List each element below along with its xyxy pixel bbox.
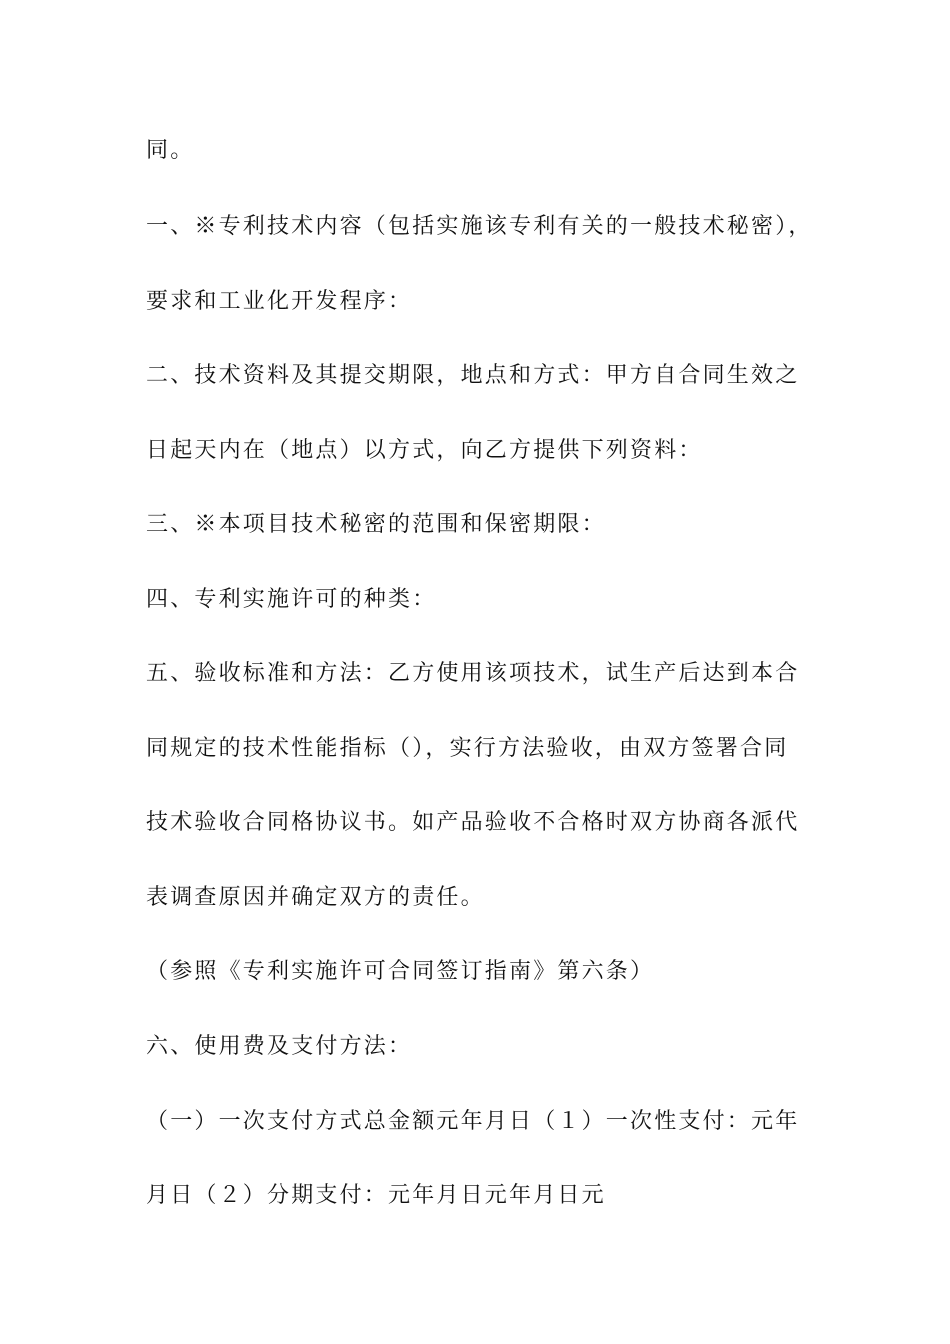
text-line: 月日（２）分期支付：元年月日元年月日元 bbox=[146, 1183, 606, 1208]
text-line: 一、※专利技术内容（包括实施该专利有关的一般技术秘密）， bbox=[146, 214, 813, 239]
text-line: （一）一次支付方式总金额元年月日（１）一次性支付：元年 bbox=[146, 1109, 800, 1134]
text-line: 四、专利实施许可的种类： bbox=[146, 587, 437, 612]
text-line: 表调查原因并确定双方的责任。 bbox=[146, 885, 485, 910]
text-line: 技术验收合同格协议书。如产品验收不合格时双方协商各派代 bbox=[146, 810, 800, 835]
text-line: 二、技术资料及其提交期限，地点和方式：甲方自合同生效之 bbox=[146, 363, 800, 388]
text-line: 五、验收标准和方法：乙方使用该项技术，试生产后达到本合 bbox=[146, 661, 800, 686]
text-line: 同。 bbox=[146, 138, 195, 163]
text-line: 日起天内在（地点）以方式，向乙方提供下列资料： bbox=[146, 438, 703, 463]
text-line: 六、使用费及支付方法： bbox=[146, 1034, 413, 1059]
text-line: （参照《专利实施许可合同签订指南》第六条） bbox=[146, 959, 655, 984]
text-line: 同规定的技术性能指标（），实行方法验收，由双方签署合同 bbox=[146, 736, 789, 761]
text-line: 要求和工业化开发程序： bbox=[146, 289, 413, 314]
text-line: 三、※本项目技术秘密的范围和保密期限： bbox=[146, 512, 606, 537]
